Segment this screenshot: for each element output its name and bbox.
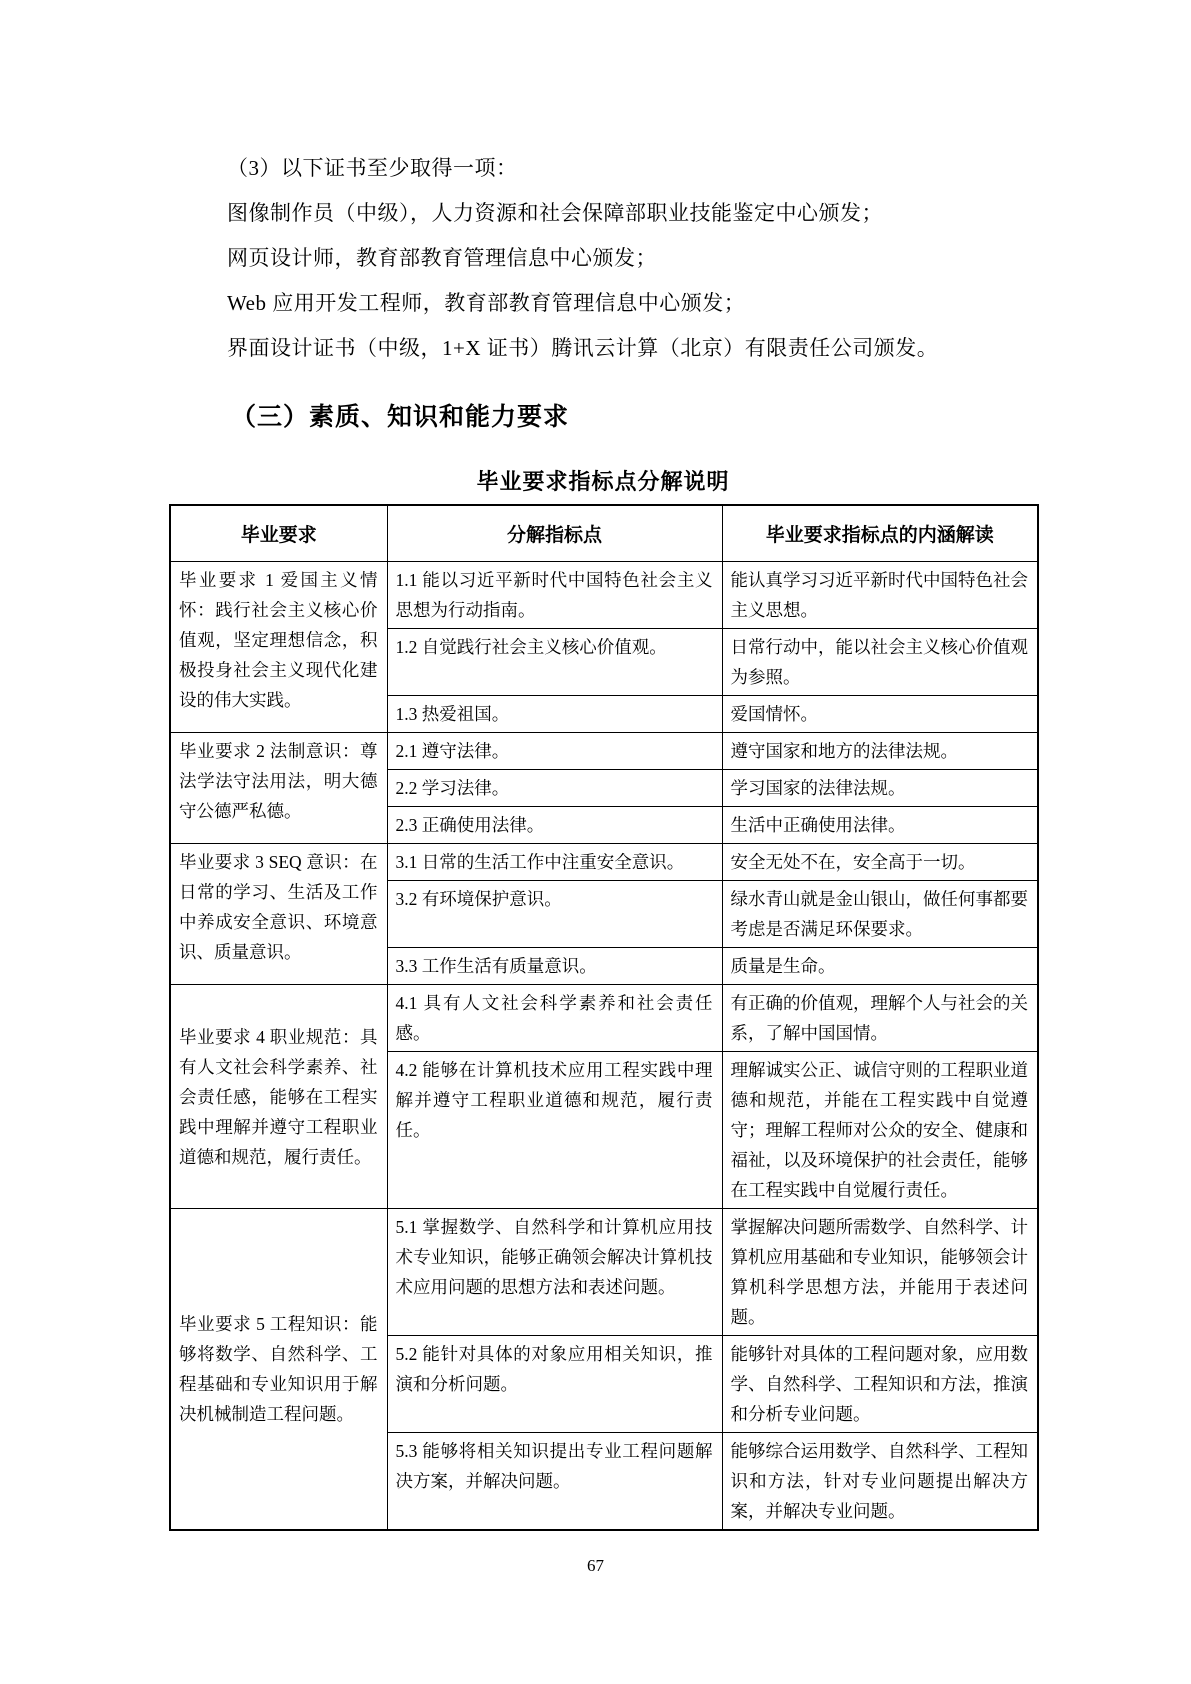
indicator-cell: 1.3 热爱祖国。: [387, 696, 722, 733]
interpretation-cell: 绿水青山就是金山银山，做任何事都要考虑是否满足环保要求。: [722, 881, 1038, 948]
requirements-table: [169, 504, 1039, 1531]
interpretation-cell: 日常行动中，能以社会主义核心价值观为参照。: [722, 629, 1038, 696]
indicator-cell: 2.2 学习法律。: [387, 770, 722, 807]
table-row: [170, 562, 1038, 629]
indicator-cell: 5.2 能针对具体的对象应用相关知识，推演和分析问题。: [387, 1336, 722, 1433]
paragraph: 界面设计证书（中级，1+X 证书）腾讯云计算（北京）有限责任公司颁发。: [227, 336, 939, 360]
indicator-cell: 5.1 掌握数学、自然科学和计算机应用技术专业知识，能够正确领会解决计算机技术应用问题的思想方法和表述问题。: [387, 1209, 722, 1336]
interpretation-cell: 理解诚实公正、诚信守则的工程职业道德和规范，并能在工程实践中自觉遵守；理解工程师对公众的安全、健康和福祉，以及环境保护的社会责任，能够在工程实践中自觉履行责任。: [722, 1052, 1038, 1209]
table-row: [170, 1209, 1038, 1336]
indicator-cell: 3.2 有环境保护意识。: [387, 881, 722, 948]
indicator-cell: 4.2 能够在计算机技术应用工程实践中理解并遵守工程职业道德和规范，履行责任。: [387, 1052, 722, 1209]
interpretation-cell: 能认真学习习近平新时代中国特色社会主义思想。: [722, 562, 1038, 629]
paragraph: Web 应用开发工程师，教育部教育管理信息中心颁发；: [227, 291, 746, 315]
interpretation-cell: 学习国家的法律法规。: [722, 770, 1038, 807]
interpretation-cell: 能够针对具体的工程问题对象，应用数学、自然科学、工程知识和方法，推演和分析专业问题。: [722, 1336, 1038, 1433]
certificate-paragraphs: [227, 0, 1041, 371]
indicator-cell: 3.1 日常的生活工作中注重安全意识。: [387, 844, 722, 881]
requirement-cell: 毕业要求 2 法制意识：尊法学法守法用法，明大德守公德严私德。: [170, 733, 387, 844]
interpretation-cell: 质量是生命。: [722, 948, 1038, 985]
page-number: 67: [587, 1556, 604, 1575]
section-heading: （三）素质、知识和能力要求: [231, 403, 570, 431]
interpretation-cell: 生活中正确使用法律。: [722, 807, 1038, 844]
column-header-requirement: 毕业要求: [170, 505, 387, 562]
interpretation-cell: 掌握解决问题所需数学、自然科学、计算机应用基础和专业知识，能够领会计算机科学思想方法，并能用于表述问题。: [722, 1209, 1038, 1336]
indicator-cell: 3.3 工作生活有质量意识。: [387, 948, 722, 985]
requirement-cell: 毕业要求 5 工程知识：能够将数学、自然科学、工程基础和专业知识用于解决机械制造工程问题。: [170, 1209, 387, 1531]
requirement-cell: 毕业要求 3 SEQ 意识：在日常的学习、生活及工作中养成安全意识、环境意识、质量意识。: [170, 844, 387, 985]
paragraph: 图像制作员（中级），人力资源和社会保障部职业技能鉴定中心颁发；: [227, 201, 883, 225]
indicator-cell: 1.2 自觉践行社会主义核心价值观。: [387, 629, 722, 696]
interpretation-cell: 安全无处不在，安全高于一切。: [722, 844, 1038, 881]
indicator-cell: 1.1 能以习近平新时代中国特色社会主义思想为行动指南。: [387, 562, 722, 629]
interpretation-cell: 遵守国家和地方的法律法规。: [722, 733, 1038, 770]
requirement-cell: 毕业要求 4 职业规范：具有人文社会科学素养、社会责任感，能够在工程实践中理解并遵守工程职业道德和规范，履行责任。: [170, 985, 387, 1209]
table-title: 毕业要求指标点分解说明: [476, 469, 730, 494]
column-header-interpretation: 毕业要求指标点的内涵解读: [722, 505, 1038, 562]
indicator-cell: 2.3 正确使用法律。: [387, 807, 722, 844]
column-header-indicator: 分解指标点: [387, 505, 722, 562]
table-row: [170, 733, 1038, 770]
paragraph: 网页设计师，教育部教育管理信息中心颁发；: [227, 246, 657, 270]
requirement-cell: 毕业要求 1 爱国主义情怀：践行社会主义核心价值观，坚定理想信念，积极投身社会主义现代化建设的伟大实践。: [170, 562, 387, 733]
interpretation-cell: 爱国情怀。: [722, 696, 1038, 733]
paragraph: （3）以下证书至少取得一项：: [227, 156, 518, 180]
indicator-cell: 2.1 遵守法律。: [387, 733, 722, 770]
interpretation-cell: 有正确的价值观，理解个人与社会的关系，了解中国国情。: [722, 985, 1038, 1052]
interpretation-cell: 能够综合运用数学、自然科学、工程知识和方法，针对专业问题提出解决方案，并解决专业问题。: [722, 1433, 1038, 1531]
table-row: [170, 985, 1038, 1052]
indicator-cell: 4.1 具有人文社会科学素养和社会责任感。: [387, 985, 722, 1052]
table-row: [170, 844, 1038, 881]
indicator-cell: 5.3 能够将相关知识提出专业工程问题解决方案，并解决问题。: [387, 1433, 722, 1531]
header-row: [170, 505, 1038, 562]
